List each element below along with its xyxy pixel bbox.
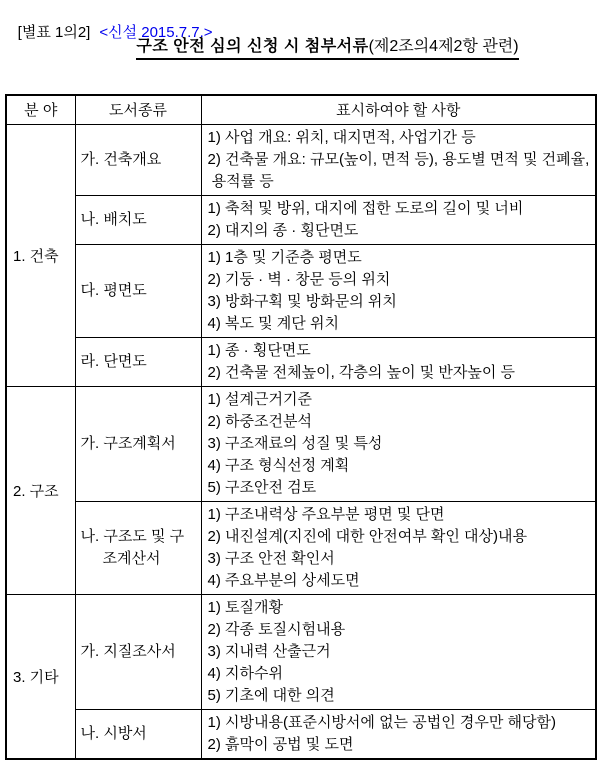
- item-line: 3) 방화구획 및 방화문의 위치: [207, 292, 397, 310]
- item-line: 3) 구조 안전 확인서: [207, 549, 335, 567]
- item-line: 3) 지내력 산출근거: [207, 642, 331, 660]
- category-cell: 2. 구조: [6, 386, 75, 594]
- doc-type-line: 나. 구조도 및 구: [80, 527, 185, 545]
- required-items-cell: [201, 594, 596, 709]
- doc-type-line: 라. 단면도: [80, 352, 147, 370]
- doc-type-cell: [75, 386, 201, 501]
- item-line: 2) 흙막이 공법 및 도면: [207, 735, 354, 753]
- item-line: 5) 기초에 대한 의견: [207, 686, 335, 704]
- item-line: 2) 대지의 종 · 횡단면도: [207, 221, 359, 239]
- doc-type-line: 나. 배치도: [80, 210, 147, 228]
- doc-type-cell: [75, 195, 201, 244]
- item-line: 2) 하중조건분석: [207, 412, 312, 430]
- table-row: [6, 195, 596, 244]
- doc-type-cell: [75, 124, 201, 195]
- item-line: 1) 설계근거기준: [207, 390, 312, 408]
- category-cell: 3. 기타: [6, 594, 75, 759]
- item-line: 3) 구조재료의 성질 및 특성: [207, 434, 383, 452]
- required-items-cell: [201, 244, 596, 337]
- item-line: 4) 지하수위: [207, 664, 283, 682]
- item-line: 1) 구조내력상 주요부분 평면 및 단면: [207, 505, 445, 523]
- table-header-row: [6, 95, 596, 124]
- item-line: 2) 건축물 개요: 규모(높이, 면적 등), 용도별 면적 및 건폐율,: [207, 150, 590, 168]
- table-row: [6, 244, 596, 337]
- required-items-cell: [201, 195, 596, 244]
- item-line: 2) 각종 토질시험내용: [207, 620, 346, 638]
- item-line: 1) 사업 개요: 위치, 대지면적, 사업기간 등: [207, 128, 476, 146]
- item-line: 2) 건축물 전체높이, 각층의 높이 및 반자높이 등: [207, 363, 515, 381]
- annex-label: [별표 1의2]: [17, 24, 91, 41]
- doc-type-cell: [75, 501, 201, 594]
- table-row: [6, 124, 596, 195]
- table-row: [6, 594, 596, 709]
- item-line: 4) 주요부분의 상세도면: [207, 571, 360, 589]
- table-row: [6, 386, 596, 501]
- column-header-doc-type: 도서종류: [75, 95, 201, 124]
- doc-type-cell: [75, 709, 201, 759]
- table-row: [6, 709, 596, 759]
- doc-type-cell: [75, 337, 201, 386]
- item-line: 4) 구조 형식선정 계획: [207, 456, 350, 474]
- table-row: [6, 337, 596, 386]
- doc-type-cell: [75, 244, 201, 337]
- column-header-required-items: 표시하여야 할 사항: [201, 95, 596, 124]
- table-row: [6, 501, 596, 594]
- item-line: 1) 시방내용(표준시방서에 없는 공법인 경우만 해당함): [207, 713, 556, 731]
- column-header-category: 분 야: [6, 95, 75, 124]
- item-line: 1) 축척 및 방위, 대지에 접한 도로의 길이 및 너비: [207, 199, 524, 217]
- item-line: 1) 1층 및 기준층 평면도: [207, 248, 362, 266]
- doc-type-cell: [75, 594, 201, 709]
- attachment-documents-table: [5, 94, 597, 760]
- category-cell: 1. 건축: [6, 124, 75, 386]
- required-items-cell: [201, 386, 596, 501]
- doc-type-line: 다. 평면도: [80, 281, 147, 299]
- doc-type-line: 가. 건축개요: [80, 150, 162, 168]
- document-title-underline: [136, 33, 518, 60]
- document-title: 구조 안전 심의 신청 시 첨부서류: [136, 38, 369, 55]
- item-line: 2) 내진설계(지진에 대한 안전여부 확인 대상)내용: [207, 527, 527, 545]
- doc-type-line: 가. 지질조사서: [80, 642, 176, 660]
- item-line: 5) 구조안전 검토: [207, 478, 317, 496]
- required-items-cell: [201, 709, 596, 759]
- item-line: 4) 복도 및 계단 위치: [207, 314, 339, 332]
- item-line: 1) 종 · 횡단면도: [207, 341, 311, 359]
- item-line: 2) 기둥 · 벽 · 창문 등의 위치: [207, 270, 391, 288]
- revision-note: <신설 2015.7.7.>: [99, 24, 213, 41]
- doc-type-line: 가. 구조계획서: [80, 434, 176, 452]
- document-title-reference: (제2조의4제2항 관련): [368, 38, 519, 55]
- required-items-cell: [201, 337, 596, 386]
- required-items-cell: [201, 501, 596, 594]
- doc-type-line: 나. 시방서: [80, 724, 147, 742]
- required-items-cell: [201, 124, 596, 195]
- title-row: [0, 33, 603, 60]
- doc-type-line: 조계산서: [102, 549, 161, 567]
- item-line: 용적률 등: [207, 172, 274, 190]
- item-line: 1) 토질개황: [207, 598, 283, 616]
